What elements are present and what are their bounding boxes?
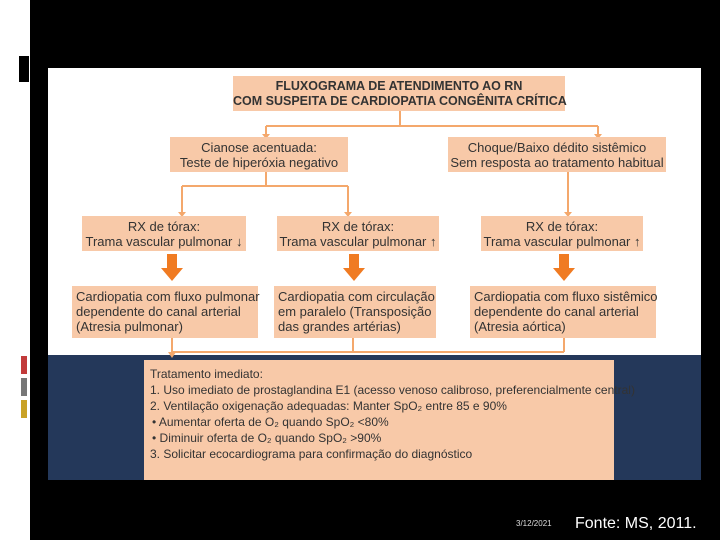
- rx-box-3: [481, 216, 643, 251]
- left-branch-line-2: Teste de hiperóxia negativo: [179, 155, 339, 170]
- outcome-3-line-3: (Atresia aórtica): [474, 319, 566, 334]
- rx-1-line-2: Trama vascular pulmonar ↓: [85, 234, 243, 249]
- outcome-box-1: [72, 286, 258, 338]
- rx-2-line-1: RX de tórax:: [321, 219, 395, 234]
- title-box: [233, 76, 565, 111]
- right-branch-line-1: Choque/Baixo dédito sistêmico: [467, 140, 647, 155]
- treatment-item-2: 2. Ventilação oxigenação adequadas: Manter SpO₂ entre 85 e 90%: [150, 399, 507, 413]
- outcome-1-line-2: dependente do canal arterial: [76, 304, 241, 319]
- rx-box-2: [277, 216, 439, 251]
- treatment-bullet-1: • Aumentar oferta de O₂ quando SpO₂ <80%: [152, 415, 389, 429]
- corner-marker-inner: [19, 56, 29, 82]
- right-branch-line-2: Sem resposta ao tratamento habitual: [450, 155, 664, 170]
- treatment-box: [144, 360, 635, 480]
- title-line-1: FLUXOGRAMA DE ATENDIMENTO AO RN: [275, 79, 523, 93]
- outcome-3-line-1: Cardiopatia com fluxo sistêmico: [474, 289, 658, 304]
- footer-date: 3/12/2021: [516, 519, 552, 528]
- outcome-3-line-2: dependente do canal arterial: [474, 304, 639, 319]
- rx-1-line-1: RX de tórax:: [127, 219, 201, 234]
- outcome-1-line-1: Cardiopatia com fluxo pulmonar: [76, 289, 260, 304]
- treatment-heading: Tratamento imediato:: [150, 367, 263, 381]
- deco-bar-gray: [21, 378, 27, 396]
- flowchart-figure: [48, 68, 701, 480]
- outcome-box-2: [274, 286, 436, 338]
- outcome-2-line-1: Cardiopatia com circulação: [278, 289, 435, 304]
- rx-3-line-2: Trama vascular pulmonar ↑: [483, 234, 641, 249]
- title-line-2: COM SUSPEITA DE CARDIOPATIA CONGÊNITA CRÍTICA: [233, 94, 567, 108]
- rx-box-1: [82, 216, 246, 251]
- rx-3-line-1: RX de tórax:: [525, 219, 599, 234]
- outcome-2-line-2: em paralelo (Transposição: [278, 304, 432, 319]
- left-branch-line-1: Cianose acentuada:: [201, 140, 317, 155]
- rx-2-line-2: Trama vascular pulmonar ↑: [279, 234, 437, 249]
- right-branch-box: [448, 137, 666, 172]
- treatment-item-3: 3. Solicitar ecocardiograma para confirmação do diagnóstico: [150, 447, 473, 461]
- deco-bar-red: [21, 356, 27, 374]
- orange-arrows: [161, 254, 575, 281]
- treatment-item-1: 1. Uso imediato de prostaglandina E1 (acesso venoso calibroso, preferencialmente central): [150, 383, 635, 397]
- deco-bar-gold: [21, 400, 27, 418]
- treatment-bullet-2: • Diminuir oferta de O₂ quando SpO₂ >90%: [152, 431, 382, 445]
- outcome-1-line-3: (Atresia pulmonar): [76, 319, 183, 334]
- outcome-box-3: [470, 286, 656, 338]
- outcome-2-line-3: das grandes artérias): [278, 319, 401, 334]
- footer-source: Fonte: MS, 2011.: [575, 515, 697, 532]
- left-branch-box: [170, 137, 348, 172]
